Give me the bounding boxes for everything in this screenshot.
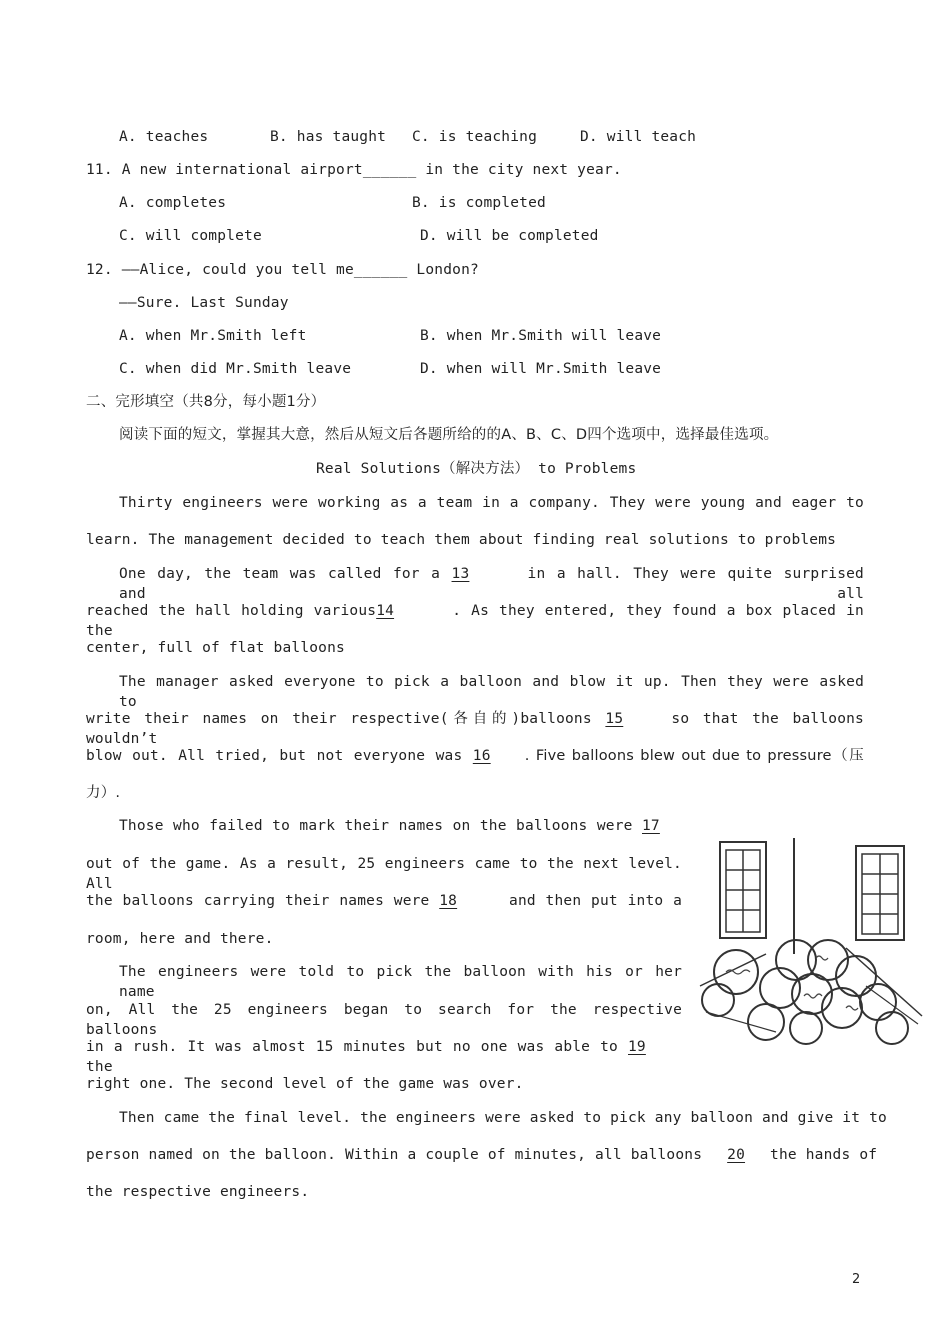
passage-text: Those who failed to mark their names on the balloons were — [119, 818, 642, 834]
passage-line: The manager asked everyone to pick a balloon and blow it up. Then they were asked to — [119, 674, 864, 710]
q12-option-a: A. when Mr.Smith left — [119, 328, 307, 344]
passage-text: in a hall. They were quite surprised and all — [119, 566, 864, 602]
passage-line — [119, 564, 864, 604]
q10-option-c: C. is teaching — [412, 129, 538, 145]
passage-line: on, All the 25 engineers began to search for the respective balloons — [86, 1002, 682, 1038]
q11-option-b: B. is completed — [412, 195, 546, 211]
passage-text: . Five balloons blew out due to pressure（压 — [524, 748, 864, 764]
passage-text: One day, the team was called for a — [119, 566, 452, 582]
passage-line — [86, 1145, 877, 1165]
passage-text: write their names on their respective(各自的)balloons — [86, 711, 606, 727]
blank-17: 17 — [642, 818, 660, 834]
passage-line: 力）. — [86, 785, 121, 801]
passage-text: reached the hall holding various — [86, 603, 377, 619]
blank-16: 16 — [472, 748, 491, 764]
passage-line — [86, 601, 864, 641]
q11-option-c: C. will complete — [119, 228, 262, 244]
passage-text: the balloons carrying their names were — [86, 893, 440, 909]
blank-20: 20 — [727, 1147, 746, 1163]
q12-option-b: B. when Mr.Smith will leave — [420, 328, 662, 344]
q10-option-d: D. will teach — [580, 129, 697, 145]
q12-reply: ——Sure. Last Sunday — [119, 295, 289, 311]
page-number: 2 — [852, 1272, 861, 1287]
passage-text: in a rush. It was almost 15 minutes but no one was able to — [86, 1039, 628, 1055]
section-instruction: 阅读下面的短文，掌握其大意，然后从短文后各题所给的的A、B、C、D四个选项中，选择最佳选项。 — [119, 427, 779, 443]
balloons-room-illustration — [696, 836, 924, 1050]
passage-text: so that the balloons wouldn’t — [86, 711, 864, 747]
q11-blank: ______ — [362, 162, 417, 178]
passage-line: Then came the final level. the engineers were asked to pick any balloon and give it to — [119, 1110, 887, 1126]
passage-line — [86, 709, 864, 749]
blank-14: 14 — [376, 603, 395, 619]
passage-text: the — [86, 1059, 113, 1075]
passage-line — [86, 891, 682, 911]
passage-line: Thirty engineers were working as a team in a company. They were young and eager to — [119, 495, 864, 511]
passage-line: the respective engineers. — [86, 1184, 310, 1200]
blank-18: 18 — [439, 893, 458, 909]
passage-line — [86, 746, 864, 766]
q12-stem — [86, 260, 479, 280]
passage-text: blow out. All tried, but not everyone was — [86, 748, 473, 764]
passage-text: the hands of — [761, 1147, 878, 1163]
blank-15: 15 — [605, 711, 624, 727]
passage-text: person named on the balloon. Within a couple of minutes, all balloons — [86, 1147, 712, 1163]
passage-text: . As they entered, they found a box placed in the — [86, 603, 864, 639]
q10-option-b: B. has taught — [270, 129, 387, 145]
passage-line: learn. The management decided to teach them about finding real solutions to problems — [86, 532, 837, 548]
q12-option-d: D. when will Mr.Smith leave — [420, 361, 662, 377]
passage-line: out of the game. As a result, 25 engineers came to the next level. All — [86, 856, 682, 892]
q12-stem-text-end: London? — [407, 262, 479, 278]
passage-text: and then put into a — [499, 893, 682, 909]
passage-title: Real Solutions（解决方法） to Problems — [316, 461, 637, 477]
blank-13: 13 — [451, 566, 470, 582]
q11-option-a: A. completes — [119, 195, 227, 211]
q12-stem-text: 12. ——Alice, could you tell me — [86, 262, 354, 278]
q11-stem-text-end: in the city next year. — [416, 162, 622, 178]
q11-stem — [86, 160, 622, 180]
passage-line: room, here and there. — [86, 931, 274, 947]
passage-line: right one. The second level of the game was over. — [86, 1076, 524, 1092]
section-heading: 二、完形填空（共8分，每小题1分） — [86, 394, 326, 410]
passage-line: center, full of flat balloons — [86, 640, 345, 656]
q10-option-a: A. teaches — [119, 129, 209, 145]
passage-line — [119, 816, 682, 836]
passage-line: The engineers were told to pick the balloon with his or her name — [119, 964, 682, 1000]
passage-line — [86, 1037, 682, 1077]
q12-blank: ______ — [353, 262, 408, 278]
q12-option-c: C. when did Mr.Smith leave — [119, 361, 352, 377]
blank-19: 19 — [628, 1039, 646, 1055]
q11-option-d: D. will be completed — [420, 228, 599, 244]
q11-stem-text: 11. A new international airport — [86, 162, 363, 178]
